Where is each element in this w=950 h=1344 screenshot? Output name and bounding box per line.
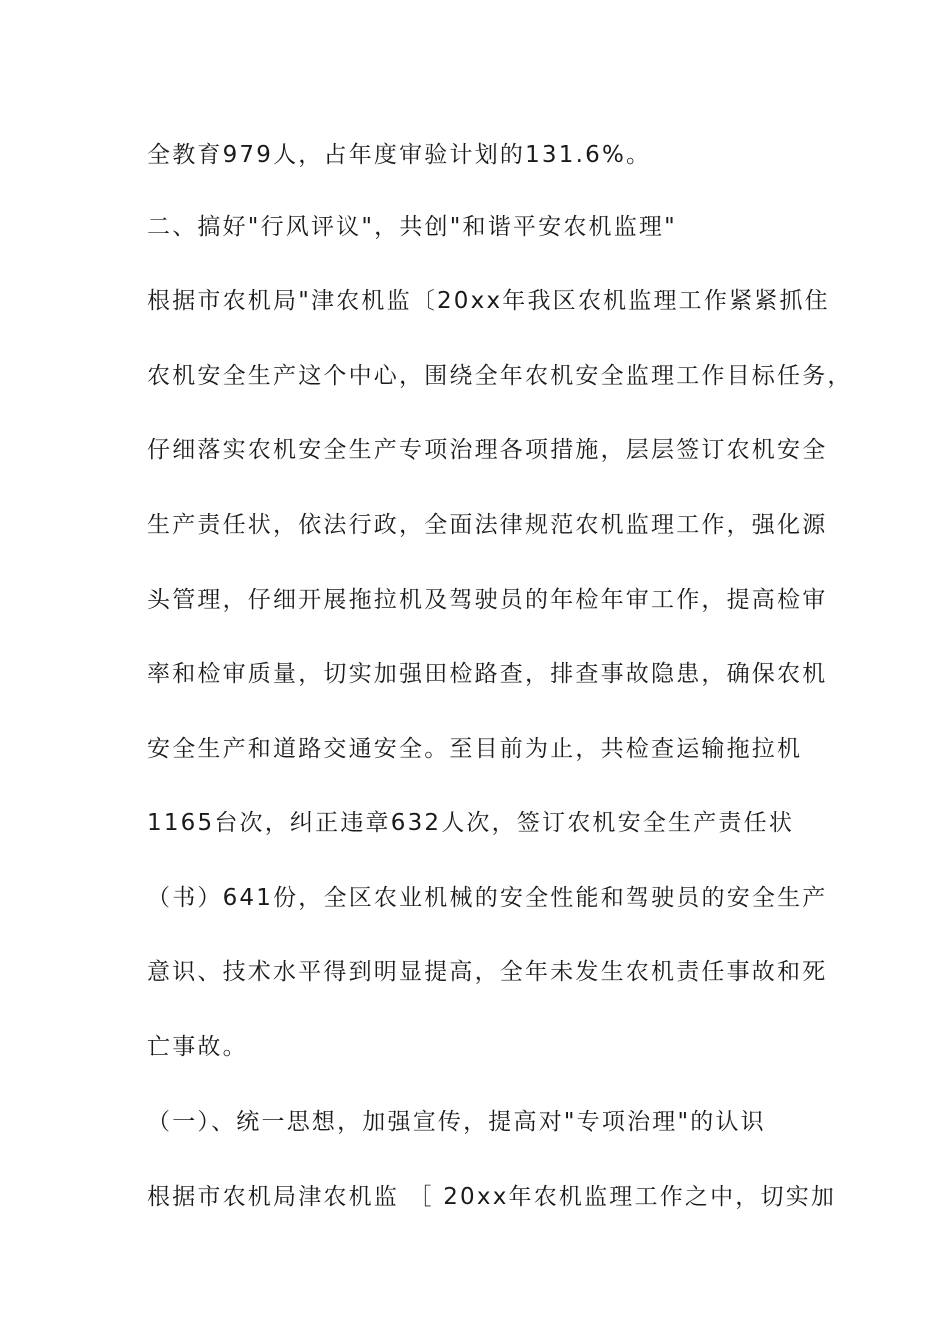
text-line: 率和检审质量，切实加强田检路查，排查事故隐患，确保农机 xyxy=(147,661,828,687)
text-line: 仔细落实农机安全生产专项治理各项措施，层层签订农机安全 xyxy=(147,437,828,463)
text-line: 生产责任状，依法行政，全面法律规范农机监理工作，强化源 xyxy=(147,512,828,538)
text-line: 亡事故。 xyxy=(147,1034,248,1060)
text-line: 1165台次，纠正违章632人次，签订农机安全生产责任状 xyxy=(147,810,795,836)
text-line: 根据市农机局津农机监 ［ 20xx年农机监理工作之中，切实加 xyxy=(147,1184,837,1210)
section-heading: （一）、统一思想，加强宣传，提高对"专项治理"的认识 xyxy=(147,1109,766,1135)
text-line: 安全生产和道路交通安全。至目前为止，共检查运输拖拉机 xyxy=(147,736,803,762)
text-line: 意识、技术水平得到明显提高，全年未发生农机责任事故和死 xyxy=(147,959,828,985)
text-line: 根据市农机局"津农机监〔20xx年我区农机监理工作紧紧抓住 xyxy=(147,288,830,314)
text-line: 全教育979人，占年度审验计划的131.6%。 xyxy=(147,142,652,168)
section-heading: 二、搞好"行风评议"，共创"和谐平安农机监理" xyxy=(147,214,677,240)
text-line: （书）641份，全区农业机械的安全性能和驾驶员的安全生产 xyxy=(147,885,828,911)
text-line: 农机安全生产这个中心，围绕全年农机安全监理工作目标任务， xyxy=(147,363,853,389)
text-line: 头管理，仔细开展拖拉机及驾驶员的年检年审工作，提高检审 xyxy=(147,587,828,613)
